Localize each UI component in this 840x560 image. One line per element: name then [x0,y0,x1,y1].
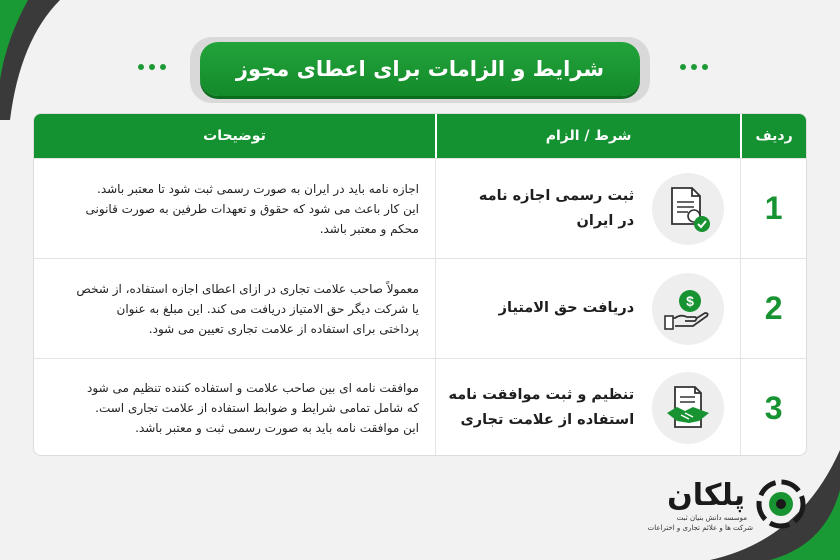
description-text: این موافقت نامه باید به صورت رسمی ثبت و معتبر باشد. [135,421,419,435]
page-title: شرایط و الزامات برای اعطای مجوز [235,57,605,81]
table-row [34,258,806,358]
description-text: معمولاً صاحب علامت تجاری در ازای اعطای اجازه استفاده، از شخص [76,281,419,296]
table-header [34,114,806,158]
corner-decoration [0,0,60,120]
logo-subtitle: موسسه دانش بنیان ثبت [676,514,747,522]
title-banner [200,42,640,96]
condition-text: تنظیم و ثبت موافقت نامه [448,387,635,403]
dollar-hand-icon [652,273,724,345]
condition-text: استفاده از علامت تجاری [460,412,635,428]
description-text: اجازه نامه باید در ایران به صورت رسمی ثبت شود تا معتبر باشد. [97,181,419,196]
header-condition: شرط / الزام [435,114,740,158]
header-description: توضیحات [34,114,435,158]
condition-text: در ایران [576,212,635,229]
svg-text:$: $ [686,292,695,309]
dots-decoration [138,64,166,70]
brand-logo [645,470,815,540]
requirements-table [33,113,807,456]
description-text: پرداختی برای استفاده از علامت تجاری تعیین می شود. [148,321,419,336]
row-index: 2 [764,290,783,326]
certificate-document-icon [652,173,724,245]
handshake-agreement-icon [652,372,724,444]
logo-name: پلکان [667,478,745,513]
table-row [34,158,806,258]
header-index: ردیف [740,114,806,158]
dots-decoration [680,64,708,70]
description-text: محکم و معتبر باشد. [319,221,419,236]
table-row [34,358,806,456]
condition-text: ثبت رسمی اجازه نامه [478,187,635,204]
row-index: 3 [764,389,783,426]
description-text: که شامل تمامی شرایط و ضوابط استفاده از علامت تجاری است. [95,401,419,415]
row-index: 1 [764,190,783,226]
description-text: موافقت نامه ای بین صاحب علامت و استفاده کننده تنظیم می شود [87,381,419,395]
description-text: این کار باعث می شود که حقوق و تعهدات طرفین به صورت قانونی [85,201,419,216]
camera-lens-logo-icon [755,478,807,530]
condition-text: دریافت حق الامتیاز [498,300,635,316]
description-text: یا شرکت دیگر حق الامتیاز دریافت می کند. این مبلغ به عنوان [116,301,419,316]
logo-subtitle: شرکت ها و علائم تجاری و اختراعات [647,524,753,532]
